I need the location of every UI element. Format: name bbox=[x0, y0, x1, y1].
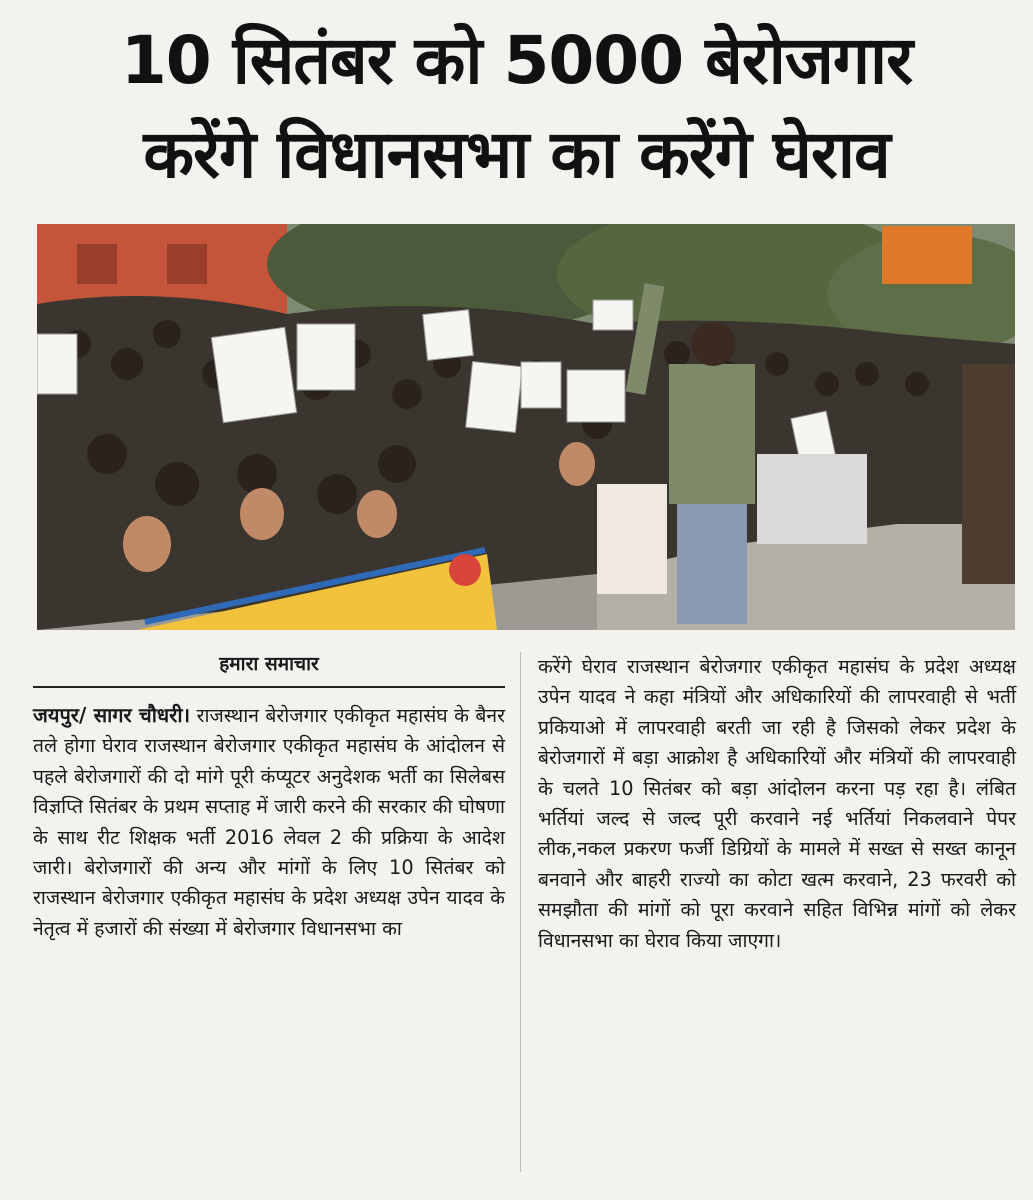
protest-photo bbox=[37, 224, 1015, 630]
column-divider bbox=[520, 652, 521, 1172]
dateline: जयपुर/ सागर चौधरी। bbox=[33, 703, 191, 727]
headline-line-2: करेंगे विधानसभा का करेंगे घेराव bbox=[143, 116, 890, 193]
article-body-left bbox=[33, 700, 505, 944]
byline: हमारा समाचार bbox=[33, 650, 505, 688]
headline bbox=[20, 14, 1013, 202]
article-body-right: करेंगे घेराव राजस्थान बेरोजगार एकीकृत महासंघ के प्रदेश अध्यक्ष उपेन यादव ने कहा मंत्रियों और अधिकारियों की लापरवाही से भर्ती प्रकियाओ में लापरवाही बरती जा रही है जिसको लेकर प्रदेश के बेरोजगारों में बड़ा आक्रोश है अधिकारियों और मंत्रियों की लापरवाही के चलते 10 सितंबर को बड़ा आंदोलन करना पड़ रहा है। लंबित भर्तियां जल्द से जल्द पूरी करवाने नई भर्तियां निकलवाने पेपर लीक,नकल प्रकरण फर्जी डिग्रियों के मामले में सख्त से सख्त कानून बनवाने और बाहरी राज्यो का कोटा खत्म करवाने, 23 फरवरी को समझौता की मांगों को पूरा करवाने सहित विभिन्न मांगों को लेकर विधानसभा का घेराव किया जाएगा। bbox=[538, 655, 1016, 952]
headline-line-1: 10 सितंबर को 5000 बेरोजगार bbox=[120, 22, 913, 99]
article-left-column bbox=[33, 650, 505, 944]
left-body-text: राजस्थान बेरोजगार एकीकृत महासंघ के बैनर तले होगा घेराव राजस्थान बेरोजगार एकीकृत महासंघ के आंदोलन से पहले बेरोजगारों की दो मांगे पूरी कंप्यूटर अनुदेशक भर्ती का सिलेबस विज्ञप्ति सितंबर के प्रथम सप्ताह में जारी करने की सरकार की घोषणा के साथ रीट शिक्षक भर्ती 2016 लेवल 2 की प्रक्रिया के आदेश जारी। बेरोजगारों की अन्य और मांगों के लिए 10 सितंबर को राजस्थान बेरोजगार एकीकृत महासंघ के प्रदेश अध्यक्ष उपेन यादव के नेतृत्व में हजारों की संख्या में बेरोजगार विधानसभा का bbox=[33, 704, 505, 940]
article-right-column bbox=[538, 652, 1016, 956]
